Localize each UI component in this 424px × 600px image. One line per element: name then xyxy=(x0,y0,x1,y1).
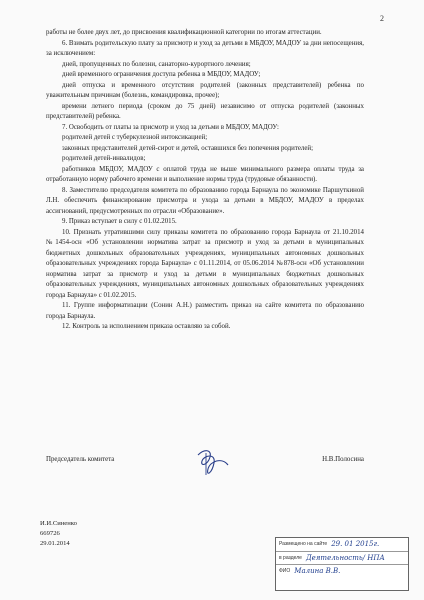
paragraph: 11. Группе информатизации (Сонин А.Н.) разместить приказ на сайте комитета по образованию города Барнаула. xyxy=(46,302,364,320)
paragraph: работы не более двух лет, до присвоения квалификационной категории по итогам аттестации. xyxy=(46,29,322,36)
paragraph: 9. Приказ вступает в силу с 01.02.2015. xyxy=(62,218,177,225)
paragraph: 12. Контроль за исполнением приказа оставляю за собой. xyxy=(62,323,231,330)
stamp-row-section xyxy=(276,552,408,566)
page-number: 2 xyxy=(380,14,384,23)
stamp-name-label: ФИО xyxy=(279,568,291,575)
paragraph: дней отпуска и временного отсутствия родителей (законных представителей) ребенка по уважительным причинам (болезнь, командировка, прочее); xyxy=(46,81,364,99)
stamp-published-date: 29. 01 2015г. xyxy=(331,540,380,549)
paragraph: 6. Взимать родительскую плату за присмотр и уход за детьми в МБДОУ, МАДОУ за дни непосещения, за исключением: xyxy=(46,39,364,57)
stamp-row-published xyxy=(276,538,408,552)
paragraph: работников МБДОУ, МАДОУ с оплатой труда не выше минимального размера оплаты труда за отработанную норму рабочего времени и выполнение нормы труда (трудовые обязанности). xyxy=(46,165,364,183)
paragraph: дней, пропущенных по болезни, санаторно-курортного лечения; xyxy=(62,60,251,68)
handwritten-signature xyxy=(192,447,234,481)
stamp-name-value: Малина В.В. xyxy=(294,567,341,576)
stamp-section-label: в разделе xyxy=(279,554,302,561)
paragraph: времени летнего периода (сроком до 75 дней) независимо от отпуска родителей (законных представителей) ребенка. xyxy=(46,102,364,120)
paragraph: 8. Заместителю председателя комитета по образованию города Барнаула по экономике Паршуткиной Л.Н. обеспечить финансирование присмотра и ухода за детьми в МБДОУ, МАДОУ в пределах ассигнований, предусмотренных по отрасли «Образование». xyxy=(46,186,364,215)
paragraph: родителей детей с туберкулезной интоксикацией; xyxy=(62,134,208,141)
author-name: И.И.Синенко xyxy=(40,520,77,527)
website-publication-stamp xyxy=(275,537,409,591)
signatory-title: Председатель комитета xyxy=(46,456,115,463)
stamp-row-name xyxy=(276,565,408,578)
paragraph: 10. Признать утратившими силу приказы комитета по образованию города Барнаула от 21.10.2014 №1454-осн «Об установлении норматива затрат за присмотр и уход за детьми в муниципальных бюджетных дошкольных образовательных учреждениях, муниципальных автономных дошкольных образовательных учреждениях города Барнаула» с 01.11.2014, от 05.06.2014 №878-осн «Об установлении норматива затрат за присмотр и уход за детьми в муниципальных бюджетных дошкольных образовательных учреждениях, муниципальных автономных дошкольных образовательных учреждениях города Барнаула» с 01.02.2015. xyxy=(46,228,364,299)
signatory-name: Н.В.Полосина xyxy=(322,456,364,463)
paragraph: дней временного ограничения доступа ребенка в МБДОУ, МАДОУ; xyxy=(62,71,261,78)
paragraph: родителей детей-инвалидов; xyxy=(62,155,146,162)
author-phone: 669726 xyxy=(40,530,60,537)
stamp-section-value: Деятельность/ НПА xyxy=(305,553,385,562)
stamp-published-label: Размещено на сайте xyxy=(279,541,328,548)
paragraph: 7. Освободить от платы за присмотр и уход за детьми в МБДОУ, МАДОУ: xyxy=(62,123,279,131)
paragraph: законных представителей детей-сирот и детей, оставшихся без попечения родителей; xyxy=(62,144,314,152)
document-body xyxy=(46,28,364,333)
document-date: 29.01.2014 xyxy=(40,540,70,547)
footer-block xyxy=(40,519,77,549)
